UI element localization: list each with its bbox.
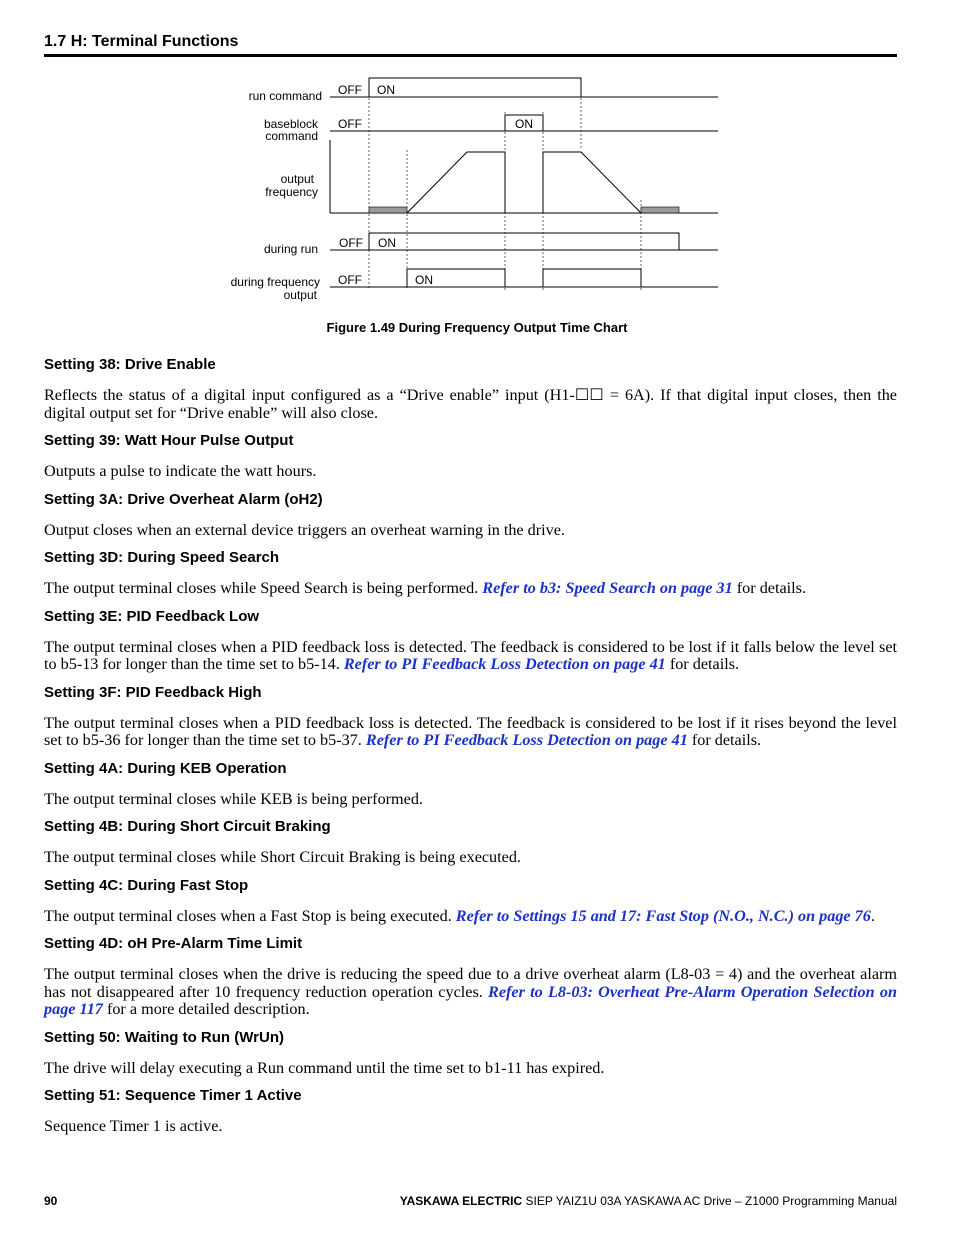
body-text: for details. bbox=[665, 655, 740, 673]
during-run-pulse bbox=[369, 233, 679, 250]
during-freq-pulse-2 bbox=[543, 269, 641, 287]
section-heading: Setting 4C: During Fast Stop bbox=[44, 876, 249, 894]
label-during-freq-2: output bbox=[283, 288, 317, 302]
page-footer bbox=[44, 1194, 897, 1208]
label-run-command: run command bbox=[248, 89, 322, 103]
label-outfreq-2: frequency bbox=[265, 185, 318, 199]
section-body bbox=[44, 463, 897, 481]
section-heading: Setting 4B: During Short Circuit Braking bbox=[44, 818, 331, 835]
section-setting-4b bbox=[44, 818, 897, 867]
section-setting-3a bbox=[44, 491, 897, 540]
section-body bbox=[44, 1060, 897, 1078]
label-baseblock-2: command bbox=[265, 129, 318, 143]
section-body bbox=[44, 715, 897, 750]
body-text: The output terminal closes while Speed Search is being performed. bbox=[44, 579, 483, 597]
section-heading: Setting 50: Waiting to Run (WrUn) bbox=[44, 1028, 284, 1046]
cross-reference-link[interactable]: Refer to L8-03: Overheat Pre-Alarm Operation Selection on page 117 bbox=[44, 982, 897, 1018]
body-text: Output closes when an external device triggers an overheat warning in the drive. bbox=[44, 520, 565, 539]
figure-caption: Figure 1.49 During Frequency Output Time Chart bbox=[326, 320, 628, 335]
body-text: The output terminal closes when a Fast Stop is being executed. bbox=[44, 906, 456, 925]
cross-reference-link[interactable]: Refer to b3: Speed Search on page 31 bbox=[482, 579, 733, 597]
freq-accel-curve bbox=[407, 152, 505, 213]
label-during-run: during run bbox=[263, 242, 318, 256]
section-heading: Setting 38: Drive Enable bbox=[44, 356, 216, 373]
body-text: The output terminal closes when the drive is reducing the speed due to a drive overheat alarm (L8-03 = 4) and the overheat alarm has not disappeared after 10 frequency reduction operation cycles. bbox=[44, 965, 897, 1001]
body-text: . bbox=[870, 906, 875, 925]
section-setting-3e bbox=[44, 608, 897, 674]
section-setting-51 bbox=[44, 1087, 897, 1136]
footer-manual-title: SIEP YAIZ1U 03A YASKAWA AC Drive – Z1000 Programming Manual bbox=[522, 1194, 897, 1208]
body-text: for details. bbox=[687, 731, 762, 749]
section-body bbox=[44, 639, 897, 674]
header-rule bbox=[44, 54, 897, 57]
time-chart-diagram bbox=[210, 74, 730, 304]
dc-injection-block-end bbox=[641, 207, 679, 213]
state-bb-on: ON bbox=[515, 117, 533, 131]
body-text: Outputs a pulse to indicate the watt hours. bbox=[44, 462, 317, 480]
footer-brand: YASKAWA ELECTRIC bbox=[399, 1194, 523, 1208]
freq-decel-curve bbox=[543, 152, 641, 213]
section-body bbox=[44, 849, 897, 867]
section-body bbox=[44, 791, 897, 809]
section-body bbox=[44, 522, 897, 540]
state-run-off: OFF bbox=[338, 83, 362, 97]
section-heading: Setting 51: Sequence Timer 1 Active bbox=[44, 1087, 302, 1104]
section-setting-4a bbox=[44, 760, 897, 809]
section-heading: Setting 3E: PID Feedback Low bbox=[44, 607, 260, 625]
body-text: for details. bbox=[732, 579, 807, 597]
section-heading: Setting 39: Watt Hour Pulse Output bbox=[44, 432, 294, 449]
section-setting-3d bbox=[44, 549, 897, 598]
state-drun-on: ON bbox=[378, 236, 396, 250]
page-number: 90 bbox=[44, 1194, 58, 1208]
section-setting-4c bbox=[44, 877, 897, 926]
state-dfreq-off: OFF bbox=[338, 273, 362, 287]
label-during-freq-1: during frequency bbox=[230, 275, 320, 289]
run-command-pulse bbox=[369, 78, 581, 97]
section-body bbox=[44, 580, 897, 598]
body-text: The output terminal closes while KEB is being performed. bbox=[44, 789, 423, 808]
body-text: for a more detailed description. bbox=[102, 1000, 310, 1018]
cross-reference-link[interactable]: Refer to PI Feedback Loss Detection on page 41 bbox=[365, 731, 688, 749]
settings-content bbox=[44, 356, 897, 1146]
section-setting-39 bbox=[44, 432, 897, 481]
state-dfreq-on: ON bbox=[415, 273, 433, 287]
body-text: Sequence Timer 1 is active. bbox=[44, 1117, 223, 1135]
section-heading: Setting 3D: During Speed Search bbox=[44, 549, 280, 566]
section-setting-4d bbox=[44, 935, 897, 1019]
body-text: The drive will delay executing a Run command until the time set to b1-11 has expired. bbox=[44, 1058, 605, 1077]
section-body bbox=[44, 387, 897, 422]
body-text: The output terminal closes when a PID feedback loss is detected. The feedback is considered to be lost if it rises beyond the level set to b5-36 for longer than the time set to b5-37. bbox=[44, 713, 897, 749]
body-text: The output terminal closes while Short Circuit Braking is being executed. bbox=[44, 848, 521, 866]
section-body bbox=[44, 966, 897, 1019]
section-heading: Setting 3A: Drive Overheat Alarm (oH2) bbox=[44, 490, 323, 508]
page-section-title: 1.7 H: Terminal Functions bbox=[44, 33, 239, 50]
section-body bbox=[44, 1118, 897, 1136]
cross-reference-link[interactable]: Refer to PI Feedback Loss Detection on page 41 bbox=[343, 655, 666, 673]
cross-reference-link[interactable]: Refer to Settings 15 and 17: Fast Stop (N.O., N.C.) on page 76 bbox=[455, 906, 871, 925]
state-bb-off: OFF bbox=[338, 117, 362, 131]
body-text: Reflects the status of a digital input configured as a “Drive enable” input (H1-☐☐ = 6A). If that digital input closes, then the digital output set for “Drive enable” will also close. bbox=[44, 386, 897, 422]
label-baseblock-1: baseblock bbox=[263, 117, 318, 131]
section-setting-3f bbox=[44, 684, 897, 750]
section-setting-38 bbox=[44, 356, 897, 422]
state-drun-off: OFF bbox=[339, 236, 363, 250]
state-run-on: ON bbox=[377, 83, 395, 97]
dc-injection-block-start bbox=[369, 207, 407, 213]
section-setting-50 bbox=[44, 1029, 897, 1078]
footer-manual-info bbox=[400, 1194, 897, 1208]
section-heading: Setting 4D: oH Pre-Alarm Time Limit bbox=[44, 935, 303, 952]
section-body bbox=[44, 908, 897, 926]
label-outfreq-1: output bbox=[280, 172, 314, 186]
section-heading: Setting 4A: During KEB Operation bbox=[44, 759, 287, 777]
body-text: The output terminal closes when a PID feedback loss is detected. The feedback is considered to be lost if it falls below the level set to b5-13 for longer than the time set to b5-14. bbox=[44, 637, 897, 673]
section-heading: Setting 3F: PID Feedback High bbox=[44, 683, 262, 701]
